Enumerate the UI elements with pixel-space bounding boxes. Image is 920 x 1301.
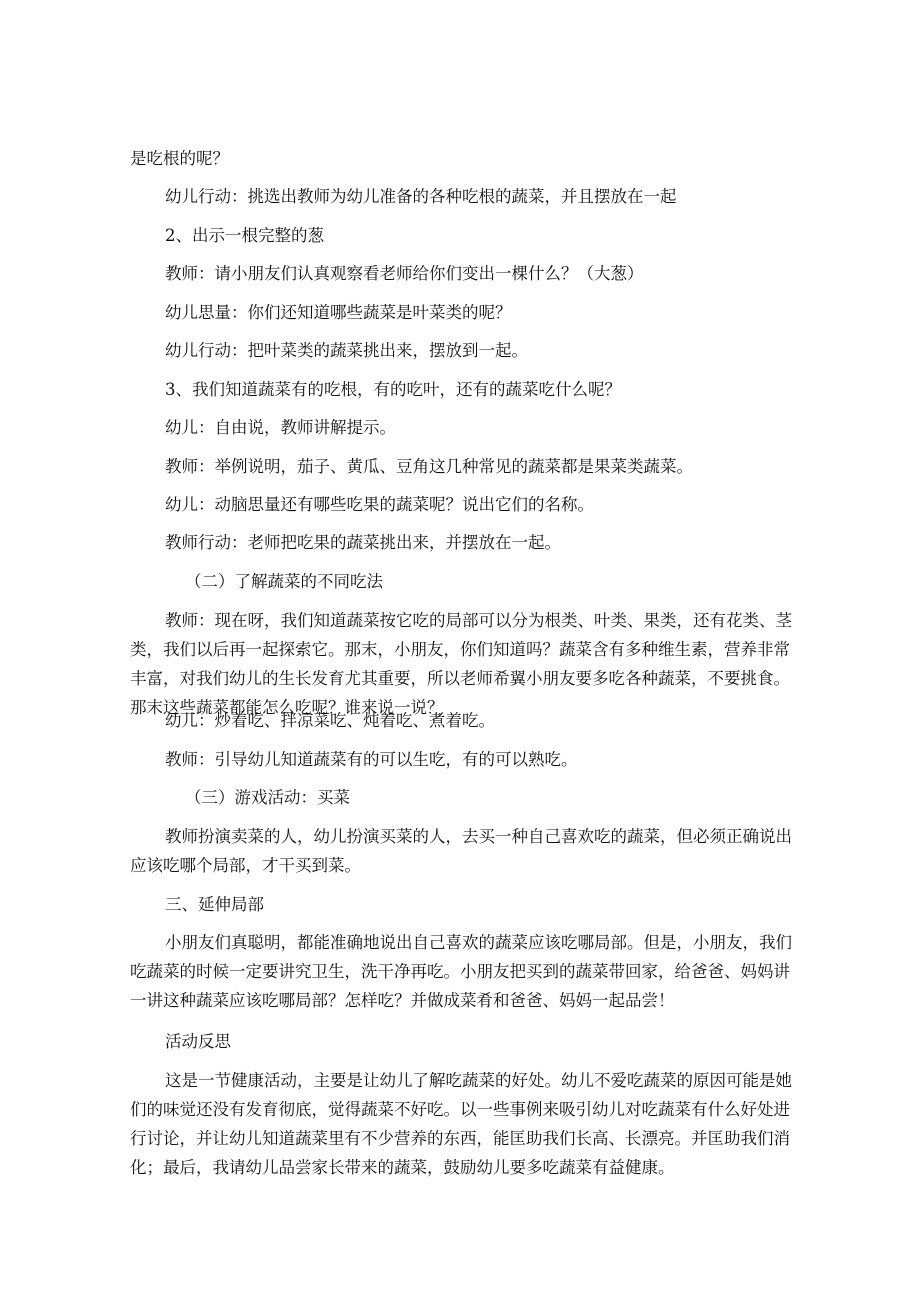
paragraph: 幼儿行动：把叶菜类的蔬菜挑出来，摆放到一起。 — [165, 341, 528, 360]
section-heading: 活动反思 — [165, 1032, 231, 1051]
paragraph: 教师行动：老师把吃果的蔬菜挑出来，并摆放在一起。 — [165, 533, 561, 552]
paragraph: 幼儿思量：你们还知道哪些蔬菜是叶菜类的呢？ — [165, 303, 512, 322]
paragraph: 教师：现在呀，我们知道蔬菜按它吃的局部可以分为根类、叶类、果类，还有花类、茎类，我们以后再一起探索它。那末，小朋友，你们知道吗？蔬菜含有多种维生素，营养非常丰富，对我们幼儿的生长发育尤其重要，所以老师希翼小朋友要多吃各种蔬菜，不要挑食。那末这些蔬菜都能怎么吃呢？谁来说一说？ — [130, 611, 792, 717]
section-heading: （二）了解蔬菜的不同吃法 — [185, 572, 383, 591]
paragraph: 教师扮演卖菜的人，幼儿扮演买菜的人，去买一种自己喜欢吃的蔬菜，但必须正确说出应该吃哪个局部，才干买到菜。 — [130, 827, 792, 875]
paragraph: 这是一节健康活动，主要是让幼儿了解吃蔬菜的好处。幼儿不爱吃蔬菜的原因可能是她们的味觉还没有发育彻底，觉得蔬菜不好吃。以一些事例来吸引幼儿对吃蔬菜有什么好处进行讨论，并让幼儿知道蔬菜里有不少营养的东西，能匡助我们长高、长漂亮。并匡助我们消化；最后，我请幼儿品尝家长带来的蔬菜，鼓励幼儿要多吃蔬菜有益健康。 — [130, 1071, 792, 1177]
section-step-3: 3、我们知道蔬菜有的吃根，有的吃叶，还有的蔬菜吃什么呢？ — [165, 380, 621, 399]
section-step-2: 2、出示一根完整的葱 — [165, 226, 324, 245]
section-heading: （三）游戏活动：买菜 — [185, 788, 350, 807]
paragraph: 幼儿：自由说，教师讲解提示。 — [165, 418, 396, 437]
paragraph: 幼儿：炒着吃、拌凉菜吃、炖着吃、煮着吃。 — [165, 711, 495, 730]
paragraph: 教师：引导幼儿知道蔬菜有的可以生吃，有的可以熟吃。 — [165, 750, 578, 769]
paragraph: 教师：请小朋友们认真观察看老师给你们变出一棵什么？（大葱） — [165, 264, 644, 283]
paragraph: 幼儿行动：挑选出教师为幼儿准备的各种吃根的蔬菜，并且摆放在一起 — [165, 187, 677, 206]
paragraph: 教师：举例说明，茄子、黄瓜、豆角这几种常见的蔬菜都是果菜类蔬菜。 — [165, 457, 693, 476]
paragraph-continuation: 是吃根的呢？ — [130, 149, 229, 168]
paragraph: 小朋友们真聪明，都能准确地说出自己喜欢的蔬菜应该吃哪局部。但是，小朋友，我们吃蔬菜的时候一定要讲究卫生，洗干净再吃。小朋友把买到的蔬菜带回家，给爸爸、妈妈讲一讲这种蔬菜应该吃哪局部？怎样吃？并做成菜肴和爸爸、妈妈一起品尝！ — [130, 933, 792, 1010]
paragraph: 幼儿：动脑思量还有哪些吃果的蔬菜呢？说出它们的名称。 — [165, 495, 594, 514]
section-heading: 三、延伸局部 — [165, 895, 264, 914]
